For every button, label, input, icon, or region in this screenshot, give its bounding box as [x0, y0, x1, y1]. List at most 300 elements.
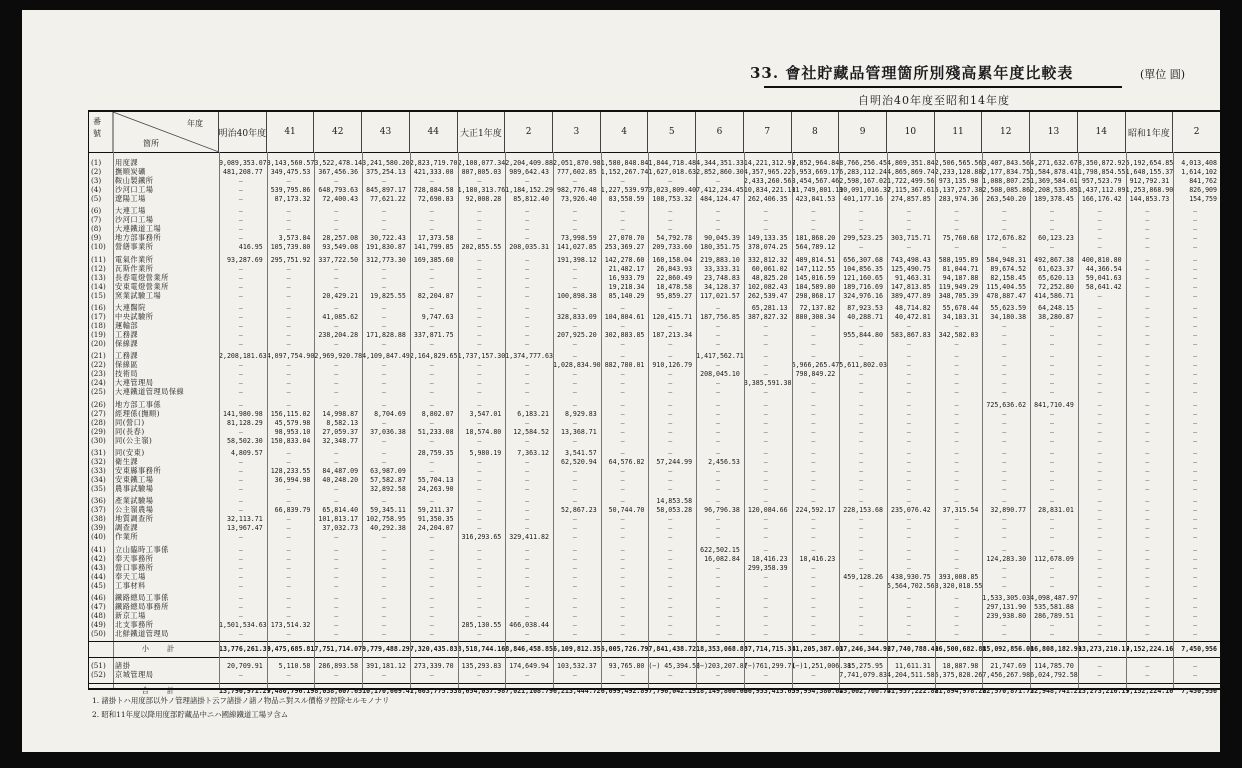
empty-cell-dash: —	[477, 234, 482, 243]
value-cell: 7,412,234.45	[696, 185, 744, 194]
column-header: 41	[267, 112, 315, 152]
empty-cell-dash: —	[906, 612, 911, 621]
empty-cell-dash: —	[668, 400, 673, 409]
empty-cell-dash: —	[1002, 352, 1007, 361]
empty-cell-dash: —	[954, 563, 959, 572]
empty-cell-dash: —	[906, 321, 911, 330]
empty-cell-dash: —	[334, 594, 339, 603]
row-number: (42)	[91, 553, 106, 563]
empty-cell-dash: —	[429, 581, 434, 590]
empty-cell-dash: —	[1193, 255, 1198, 264]
empty-cell-dash: —	[763, 352, 768, 361]
value-cell: 55,623.59	[990, 304, 1027, 313]
value-cell: 39,954,380.62	[791, 686, 844, 695]
empty-cell-dash: —	[668, 515, 673, 524]
value-cell: 416.95	[238, 243, 263, 252]
empty-cell-dash: —	[1002, 225, 1007, 234]
empty-cell-dash: —	[906, 216, 911, 225]
empty-cell-dash: —	[811, 379, 816, 388]
empty-cell-dash: —	[620, 671, 625, 680]
empty-cell-dash: —	[525, 282, 530, 291]
empty-cell-dash: —	[1193, 330, 1198, 339]
row-label: 沙河口工場	[115, 184, 154, 194]
empty-cell-dash: —	[1002, 436, 1007, 445]
empty-cell-dash: —	[1193, 475, 1198, 484]
row-label: 地方部事務所	[115, 233, 162, 243]
empty-cell-dash: —	[286, 370, 291, 379]
value-cell: 1,152,267.74	[600, 167, 649, 176]
value-cell: 37,032.73	[322, 524, 359, 533]
value-cell: 16,933.79	[608, 273, 645, 282]
empty-cell-dash: —	[811, 352, 816, 361]
value-cell: 21,482.17	[608, 264, 645, 273]
value-cell: 564,789.12	[795, 243, 836, 252]
empty-cell-dash: —	[525, 388, 530, 397]
empty-cell-dash: —	[763, 581, 768, 590]
empty-cell-dash: —	[859, 554, 864, 563]
value-cell: 466,038.44	[509, 621, 549, 629]
value-cell: 7,320,435.83	[409, 644, 458, 653]
empty-cell-dash: —	[238, 563, 243, 572]
value-cell: 17,373.58	[417, 234, 454, 243]
empty-cell-dash: —	[906, 545, 911, 554]
value-cell: 7,456,267.98	[982, 671, 1031, 680]
empty-cell-dash: —	[906, 554, 911, 563]
empty-cell-dash: —	[1145, 313, 1150, 321]
value-cell: 973,135.98	[938, 176, 979, 185]
empty-cell-dash: —	[382, 216, 386, 225]
empty-cell-dash: —	[1050, 458, 1054, 467]
empty-cell-dash: —	[1097, 339, 1102, 348]
empty-cell-dash: —	[1193, 243, 1198, 252]
value-cell: 22,860.49	[656, 273, 693, 282]
empty-cell-dash: —	[763, 484, 768, 493]
empty-cell-dash: —	[238, 506, 243, 515]
value-cell: 2,208,535.85	[1030, 185, 1078, 194]
empty-cell-dash: —	[429, 458, 434, 467]
empty-cell-dash: —	[763, 339, 768, 348]
empty-cell-dash: —	[286, 497, 291, 506]
value-cell: 73,998.59	[560, 234, 597, 243]
empty-cell-dash: —	[716, 321, 720, 330]
row-label: 大連管理局	[115, 378, 154, 388]
empty-cell-dash: —	[1145, 563, 1150, 572]
empty-cell-dash: —	[525, 671, 530, 680]
empty-cell-dash: —	[811, 629, 816, 638]
empty-cell-dash: —	[382, 563, 386, 572]
empty-cell-dash: —	[382, 497, 386, 506]
value-cell: 489,814.51	[795, 255, 836, 264]
empty-cell-dash: —	[238, 176, 243, 185]
empty-cell-dash: —	[620, 475, 625, 484]
empty-cell-dash: —	[286, 207, 291, 216]
column-header: 大正1年度	[458, 112, 506, 152]
row-number: (22)	[91, 360, 106, 370]
value-cell: 72,252.80	[1038, 282, 1074, 291]
empty-cell-dash: —	[382, 458, 386, 467]
row-number: (47)	[91, 602, 106, 612]
empty-cell-dash: —	[668, 388, 673, 397]
table-row	[89, 532, 1220, 542]
row-label: 大連工場	[115, 206, 146, 216]
empty-cell-dash: —	[1193, 313, 1198, 321]
value-cell: 539,795.86	[270, 185, 311, 194]
empty-cell-dash: —	[1145, 449, 1150, 458]
value-cell: 910,126.79	[652, 361, 693, 370]
value-cell: 40,288.71	[847, 313, 883, 321]
empty-cell-dash: —	[1097, 352, 1102, 361]
empty-cell-dash: —	[1002, 449, 1007, 458]
value-cell: 6,024,792.58	[1030, 671, 1078, 680]
footnote: 1. 諸掛トハ用度部以外ノ管理諸掛ト云フ諸掛ノ諸ノ物品ニ對スル價格ヲ控除セルモノナリ	[92, 696, 390, 705]
empty-cell-dash: —	[334, 545, 339, 554]
row-number: (51)	[91, 660, 106, 670]
value-cell: 15,275.95	[847, 661, 883, 670]
empty-cell-dash: —	[954, 554, 959, 563]
empty-cell-dash: —	[620, 339, 625, 348]
empty-cell-dash: —	[572, 418, 577, 427]
value-cell: 583,867.83	[891, 330, 931, 339]
empty-cell-dash: —	[906, 449, 911, 458]
empty-cell-dash: —	[238, 497, 243, 506]
value-cell: 145,016.59	[795, 273, 836, 282]
value-cell: 59,345.11	[370, 506, 406, 515]
empty-cell-dash: —	[1050, 418, 1054, 427]
row-number: (30)	[91, 435, 106, 445]
value-cell: 239,938.80	[986, 612, 1027, 621]
empty-cell-dash: —	[811, 207, 816, 216]
empty-cell-dash: —	[525, 313, 530, 321]
value-cell: 95,859.27	[656, 291, 693, 300]
empty-cell-dash: —	[668, 629, 673, 638]
value-cell: 40,472.81	[894, 313, 931, 321]
value-cell: 316,293.65	[461, 533, 502, 542]
value-cell: 6,953,669.17	[791, 167, 840, 176]
empty-cell-dash: —	[429, 418, 434, 427]
empty-cell-dash: —	[906, 621, 911, 629]
empty-cell-dash: —	[1145, 255, 1150, 264]
empty-cell-dash: —	[668, 216, 673, 225]
value-cell: 73,926.40	[560, 194, 597, 203]
empty-cell-dash: —	[477, 515, 482, 524]
empty-cell-dash: —	[286, 282, 291, 291]
row-label: 營繕事業所	[115, 242, 154, 252]
value-cell: 3,547.01	[469, 409, 502, 418]
row-divider	[89, 641, 1220, 642]
empty-cell-dash: —	[1002, 545, 1007, 554]
empty-cell-dash: —	[334, 207, 339, 216]
empty-cell-dash: —	[477, 475, 482, 484]
value-cell: 23,748.83	[704, 273, 740, 282]
empty-cell-dash: —	[811, 515, 816, 524]
empty-cell-dash: —	[334, 216, 339, 225]
value-cell: 588,195.89	[938, 255, 979, 264]
empty-cell-dash: —	[716, 330, 720, 339]
empty-cell-dash: —	[429, 176, 434, 185]
empty-cell-dash: —	[238, 671, 243, 680]
empty-cell-dash: —	[763, 370, 768, 379]
empty-cell-dash: —	[334, 497, 339, 506]
value-cell: 4,013,408	[1181, 159, 1217, 167]
empty-cell-dash: —	[286, 361, 291, 370]
year-axis-label: 年度	[187, 119, 203, 128]
empty-cell-dash: —	[1193, 603, 1198, 612]
value-cell: 8,846,458.85	[505, 644, 553, 653]
column-header: 2	[505, 112, 553, 152]
number-column-label: 番號	[93, 117, 101, 138]
empty-cell-dash: —	[859, 484, 864, 493]
empty-cell-dash: —	[1145, 243, 1150, 252]
value-cell: 24,204.07	[417, 524, 454, 533]
empty-cell-dash: —	[763, 216, 768, 225]
empty-cell-dash: —	[859, 467, 864, 475]
empty-cell-dash: —	[1097, 581, 1102, 590]
value-cell: 7,796,042.19	[648, 686, 697, 695]
empty-cell-dash: —	[1193, 361, 1198, 370]
empty-cell-dash: —	[1002, 388, 1007, 397]
empty-cell-dash: —	[525, 458, 530, 467]
empty-cell-dash: —	[1193, 207, 1198, 216]
empty-cell-dash: —	[859, 400, 864, 409]
empty-cell-dash: —	[1002, 418, 1007, 427]
value-cell: 60,061.02	[751, 264, 788, 273]
empty-cell-dash: —	[238, 216, 243, 225]
value-cell: 6,213,444.72	[553, 686, 601, 695]
empty-cell-dash: —	[954, 629, 959, 638]
empty-cell-dash: —	[620, 418, 625, 427]
empty-cell-dash: —	[811, 533, 816, 542]
empty-cell-dash: —	[238, 264, 243, 273]
empty-cell-dash: —	[906, 524, 911, 533]
value-cell: 20,709.91	[226, 661, 263, 670]
row-number: (16)	[91, 303, 106, 313]
empty-cell-dash: —	[286, 515, 291, 524]
empty-cell-dash: —	[238, 361, 243, 370]
row-number: (12)	[91, 263, 106, 273]
column-header: 8	[792, 112, 840, 152]
value-cell: 5,192,654.85	[1125, 159, 1174, 167]
empty-cell-dash: —	[620, 370, 625, 379]
empty-cell-dash: —	[859, 216, 864, 225]
empty-cell-dash: —	[477, 304, 482, 313]
empty-cell-dash: —	[1193, 515, 1198, 524]
empty-cell-dash: —	[525, 497, 530, 506]
value-cell: 2,506,565.56	[934, 159, 983, 167]
value-cell: 274,857.85	[891, 194, 931, 203]
empty-cell-dash: —	[859, 621, 864, 629]
value-cell: 119,949.29	[938, 282, 979, 291]
empty-cell-dash: —	[859, 629, 864, 638]
value-cell: 8,350,872.92	[1077, 159, 1126, 167]
empty-cell-dash: —	[859, 563, 864, 572]
value-cell: 378,074.25	[747, 243, 788, 252]
empty-cell-dash: —	[1193, 594, 1198, 603]
value-cell: 285,130.55	[461, 621, 502, 629]
empty-cell-dash: —	[572, 621, 577, 629]
empty-cell-dash: —	[525, 572, 530, 581]
empty-cell-dash: —	[525, 418, 530, 427]
empty-cell-dash: —	[1193, 282, 1198, 291]
row-number: (52)	[91, 670, 106, 680]
value-cell: 57,582.87	[370, 475, 406, 484]
row-number: (1)	[91, 158, 102, 167]
empty-cell-dash: —	[1145, 339, 1150, 348]
row-number: (29)	[91, 426, 106, 436]
empty-cell-dash: —	[906, 418, 911, 427]
empty-cell-dash: —	[620, 621, 625, 629]
empty-cell-dash: —	[1097, 243, 1102, 252]
empty-cell-dash: —	[811, 572, 816, 581]
empty-cell-dash: —	[1145, 661, 1150, 670]
empty-cell-dash: —	[382, 225, 386, 234]
value-cell: 9,152,224.16	[1125, 686, 1174, 695]
column-divider	[982, 152, 983, 688]
empty-cell-dash: —	[572, 436, 577, 445]
value-cell: 286,893.58	[318, 661, 359, 670]
empty-cell-dash: —	[716, 629, 720, 638]
value-cell: 51,233.08	[417, 427, 454, 436]
empty-cell-dash: —	[429, 629, 434, 638]
empty-cell-dash: —	[906, 427, 911, 436]
row-number: (40)	[91, 532, 106, 542]
row-label: 地方部工事係	[115, 399, 162, 409]
empty-cell-dash: —	[334, 282, 339, 291]
value-cell: 18,574.80	[465, 427, 502, 436]
empty-cell-dash: —	[334, 400, 339, 409]
value-cell: 219,883.10	[700, 255, 740, 264]
row-label: 奉天事務所	[115, 553, 154, 563]
value-cell: 14,853.58	[656, 497, 693, 506]
value-cell: 4,809.57	[230, 449, 263, 458]
empty-cell-dash: —	[334, 361, 339, 370]
empty-cell-dash: —	[1050, 621, 1054, 629]
empty-cell-dash: —	[906, 458, 911, 467]
empty-cell-dash: —	[620, 379, 625, 388]
empty-cell-dash: —	[620, 409, 625, 418]
empty-cell-dash: —	[286, 554, 291, 563]
empty-cell-dash: —	[1145, 207, 1150, 216]
value-cell: 584,948.31	[986, 255, 1027, 264]
empty-cell-dash: —	[382, 361, 386, 370]
empty-cell-dash: —	[954, 467, 959, 475]
empty-cell-dash: —	[1097, 629, 1102, 638]
value-cell: 912,792.31	[1129, 176, 1170, 185]
empty-cell-dash: —	[477, 273, 482, 282]
empty-cell-dash: —	[668, 321, 673, 330]
row-number: (20)	[91, 338, 106, 348]
value-cell: 2,969,920.78	[314, 352, 363, 361]
empty-cell-dash: —	[477, 216, 482, 225]
table-row	[89, 387, 1220, 397]
empty-cell-dash: —	[286, 216, 291, 225]
empty-cell-dash: —	[1193, 671, 1198, 680]
empty-cell-dash: —	[954, 449, 959, 458]
value-cell: 302,883.85	[604, 330, 645, 339]
empty-cell-dash: —	[238, 484, 243, 493]
empty-cell-dash: —	[1145, 671, 1150, 680]
empty-cell-dash: —	[1050, 207, 1054, 216]
value-cell: 1,584,878.41	[1030, 167, 1078, 176]
table-row	[89, 484, 1220, 494]
empty-cell-dash: —	[1050, 449, 1054, 458]
empty-cell-dash: —	[716, 176, 720, 185]
value-cell: 81,128.29	[226, 418, 263, 427]
value-cell: 286,789.51	[1034, 612, 1074, 621]
value-cell: 4,109,847.49	[362, 352, 410, 361]
empty-cell-dash: —	[668, 572, 673, 581]
empty-cell-dash: —	[429, 264, 434, 273]
empty-cell-dash: —	[382, 621, 386, 629]
empty-cell-dash: —	[1193, 273, 1198, 282]
value-cell: 9,152,224.16	[1125, 644, 1174, 653]
value-cell: 535,581.88	[1034, 603, 1074, 612]
empty-cell-dash: —	[429, 370, 434, 379]
empty-cell-dash: —	[811, 225, 816, 234]
footnotes	[92, 694, 389, 722]
empty-cell-dash: —	[477, 176, 482, 185]
value-cell: 18,416.23	[799, 554, 836, 563]
empty-cell-dash: —	[763, 515, 768, 524]
empty-cell-dash: —	[525, 506, 530, 515]
empty-cell-dash: —	[906, 563, 911, 572]
empty-cell-dash: —	[763, 612, 768, 621]
empty-cell-dash: —	[716, 524, 720, 533]
empty-cell-dash: —	[1097, 671, 1102, 680]
row-label: 中央試驗所	[115, 312, 154, 321]
value-cell: 16,500,682.88	[934, 644, 987, 653]
empty-cell-dash: —	[668, 339, 673, 348]
value-cell: 41,205,387.01	[791, 644, 844, 653]
empty-cell-dash: —	[1193, 563, 1198, 572]
empty-cell-dash: —	[906, 515, 911, 524]
value-cell: 60,123.23	[1038, 234, 1074, 243]
row-label: 運輸部	[115, 320, 139, 330]
empty-cell-dash: —	[763, 388, 768, 397]
row-label: 農事試驗場	[115, 483, 154, 493]
empty-cell-dash: —	[286, 572, 291, 581]
value-cell: 12,584.52	[513, 427, 549, 436]
value-cell: 393,008.85	[938, 572, 979, 581]
empty-cell-dash: —	[811, 339, 816, 348]
column-divider	[458, 152, 459, 688]
empty-cell-dash: —	[954, 427, 959, 436]
row-label: 小計	[141, 643, 193, 653]
empty-cell-dash: —	[477, 603, 482, 612]
empty-cell-dash: —	[1145, 427, 1150, 436]
row-label: 窯業試驗工場	[115, 290, 162, 300]
empty-cell-dash: —	[429, 400, 434, 409]
row-label: 大連鐵道管理局保線	[115, 387, 185, 397]
row-label: 調查課	[115, 523, 139, 533]
value-cell: 142,278.60	[604, 255, 645, 264]
empty-cell-dash: —	[477, 418, 482, 427]
empty-cell-dash: —	[1050, 572, 1054, 581]
empty-cell-dash: —	[334, 225, 339, 234]
empty-cell-dash: —	[1145, 458, 1150, 467]
row-number: (9)	[91, 233, 102, 243]
row-number: (38)	[91, 514, 106, 524]
empty-cell-dash: —	[477, 581, 482, 590]
empty-cell-dash: —	[1193, 621, 1198, 629]
value-cell: 120,415.71	[652, 313, 693, 321]
empty-cell-dash: —	[334, 629, 339, 638]
empty-cell-dash: —	[429, 216, 434, 225]
value-cell: 957,523.79	[1081, 176, 1122, 185]
value-cell: 263,540.20	[986, 194, 1027, 203]
empty-cell-dash: —	[1002, 581, 1007, 590]
empty-cell-dash: —	[1193, 400, 1198, 409]
empty-cell-dash: —	[1193, 545, 1198, 554]
